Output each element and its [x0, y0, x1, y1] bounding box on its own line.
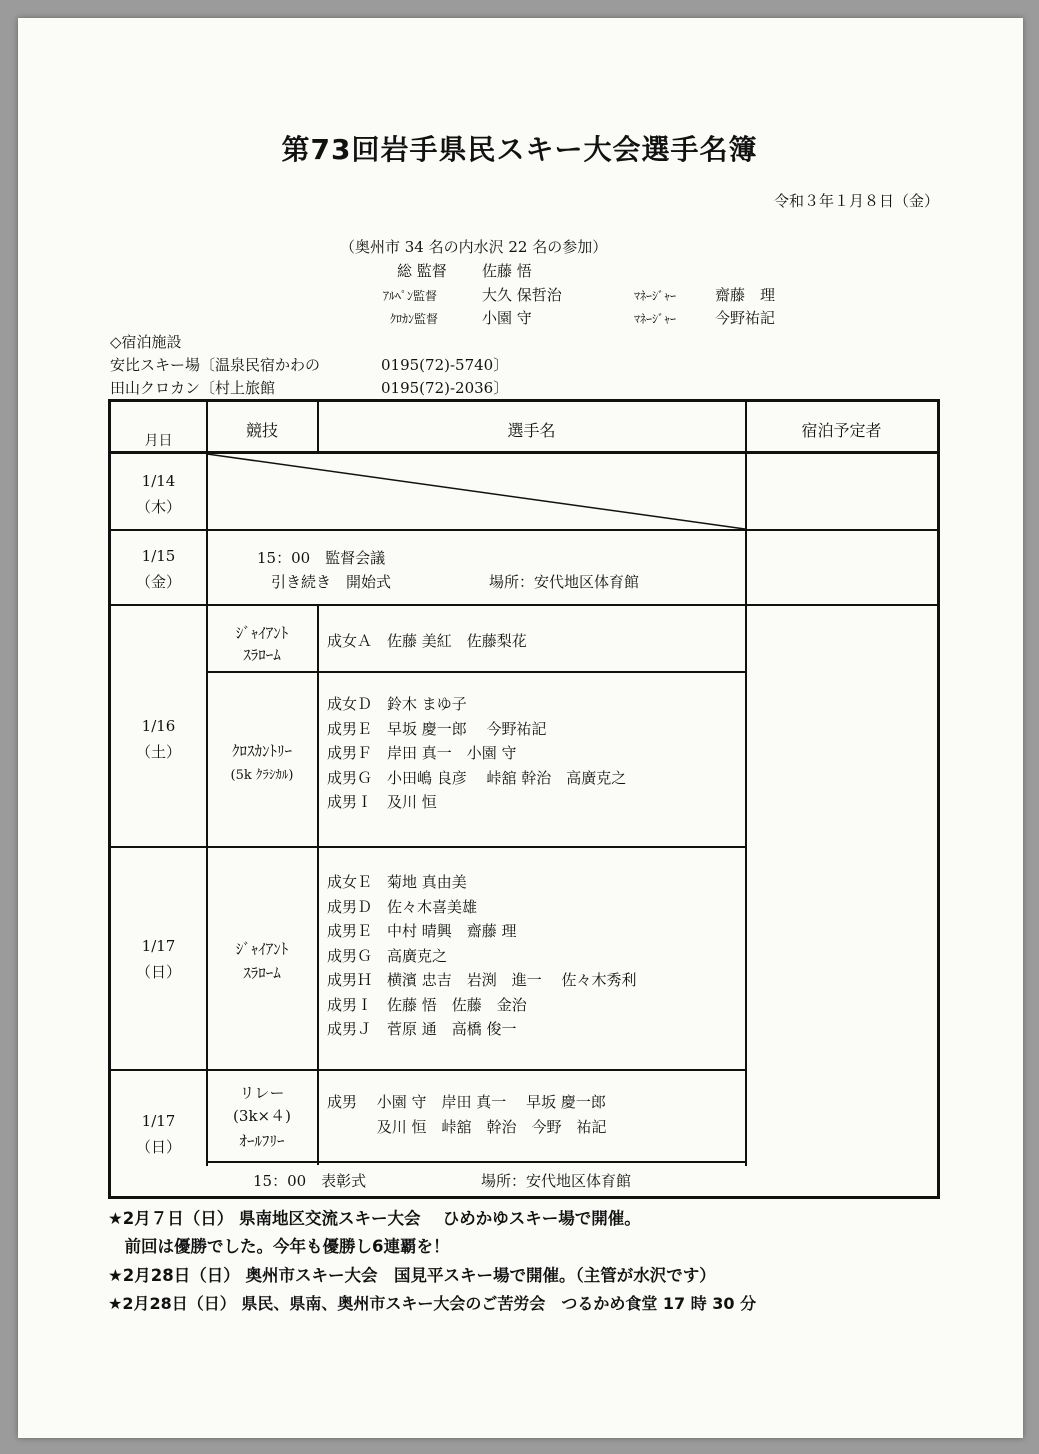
event-cross-country-b: (5k ｸﾗｼｶﾙ)	[230, 768, 294, 783]
event-giant-slalom-a: ｼﾞｬｲｱﾝﾄ	[235, 940, 289, 958]
player-list	[327, 1090, 607, 1139]
player-line: 成男Ｇ 小田嶋 良彦 峠舘 幹治 高廣克之	[327, 768, 627, 787]
document-title: 第73回岩手県民スキー大会選手名簿	[281, 133, 758, 166]
player-line: 成男Ｄ 佐々木喜美雄	[327, 897, 478, 916]
issue-date: 令和３年１月８日（金）	[773, 192, 939, 210]
lodging-heading: ◇宿泊施設	[110, 333, 182, 351]
diagonal-strike	[207, 454, 745, 530]
general-manager-label: 総 監督	[397, 262, 447, 280]
grid-line	[206, 1161, 746, 1163]
alpine-manager-label: ｱﾙﾍﾟﾝ監督	[383, 289, 438, 303]
row-day: （木）	[135, 498, 181, 516]
grid-line	[317, 605, 319, 1165]
row-date: 1/17	[141, 1112, 176, 1130]
meeting-line: 15：00 監督会議	[257, 549, 386, 567]
manager2-name: 今野祐記	[715, 309, 776, 327]
manager2-label: ﾏﾈｰｼﾞｬｰ	[634, 312, 677, 326]
grid-line	[206, 671, 746, 673]
grid-line	[745, 402, 747, 1166]
lodging-phone: 0195(72)-2036〕	[381, 379, 509, 397]
player-line: 成女Ｄ 鈴木 まゆ子	[327, 695, 467, 713]
alpine-manager-name: 大久 保哲治	[482, 286, 562, 304]
note-line: ★2月28日（日） 奥州市スキー大会 国見平スキー場で開催。（主管が水沢です）	[108, 1266, 716, 1285]
lodging-place: 田山クロカン〔村上旅館	[110, 379, 276, 397]
note-line: ★2月７日（日） 県南地区交流スキー大会 ひめかゆスキー場で開催。	[108, 1209, 641, 1228]
player-line: 及川 恒 峠舘 幹治 今野 祐記	[327, 1117, 607, 1136]
event-relay-c: ｵｰﾙﾌﾘｰ	[239, 1132, 285, 1150]
roster-table	[108, 399, 940, 1199]
cross-manager-label: ｸﾛｶﾝ監督	[390, 312, 439, 326]
note-line: ★2月28日（日） 県民、県南、奥州市スキー大会のご苦労会 つるかめ食堂 17 時 30 分	[108, 1294, 757, 1313]
header-stay: 宿泊予定者	[801, 421, 882, 440]
grid-line	[111, 1069, 746, 1071]
ceremony-line: 引き続き 開始式	[271, 573, 392, 591]
event-relay-b: (3k×４)	[233, 1107, 291, 1125]
lodging-place: 安比スキー場〔温泉民宿かわの	[110, 356, 321, 374]
grid-line	[111, 604, 937, 606]
cross-manager-name: 小園 守	[482, 309, 532, 327]
award-venue: 場所：安代地区体育館	[481, 1172, 632, 1190]
row-date: 1/14	[141, 472, 176, 490]
player-line: 成女Ｅ 菊地 真由美	[327, 873, 467, 891]
player-line: 成男Ｇ 高廣克之	[327, 946, 448, 965]
row-day: （金）	[135, 573, 181, 591]
row-day: （日）	[135, 963, 181, 981]
general-manager-name: 佐藤 悟	[482, 262, 532, 280]
player-line: 成男Ｅ 中村 晴興 齋藤 理	[327, 922, 517, 940]
participation-note: （奥州市 34 名の内水沢 22 名の参加）	[340, 238, 608, 256]
manager1-name: 齋藤 理	[715, 286, 776, 304]
header-date: 月日	[144, 433, 173, 449]
venue-line: 場所：安代地区体育館	[489, 573, 640, 591]
player-list	[327, 692, 626, 815]
row-date: 1/15	[141, 547, 176, 565]
award-ceremony: 15：00 表彰式	[253, 1172, 367, 1190]
manager1-label: ﾏﾈｰｼﾞｬｰ	[634, 289, 677, 303]
row-day: （日）	[135, 1138, 181, 1156]
event-giant-slalom-a: ｼﾞｬｲｱﾝﾄ	[235, 624, 289, 642]
player-line: 成男 小園 守 岸田 真一 早坂 慶一郎	[327, 1093, 606, 1111]
player-line: 成男Ｊ 菅原 通 高橋 俊一	[327, 1020, 517, 1038]
player-line: 成男Ｉ 及川 恒	[327, 793, 437, 811]
player-line: 成男Ｅ 早坂 慶一郎 今野祐記	[327, 719, 547, 738]
grid-line	[111, 846, 746, 848]
player-line: 成男Ｈ 横濱 忠吉 岩渕 進一 佐々木秀利	[327, 971, 637, 989]
row-date: 1/17	[141, 937, 176, 955]
player-line: 成男Ｆ 岸田 真一 小園 守	[327, 744, 517, 762]
row-date: 1/16	[141, 717, 176, 735]
header-event: 競技	[245, 421, 278, 440]
row-day: （土）	[135, 743, 181, 761]
event-giant-slalom-b: ｽﾗﾛｰﾑ	[243, 646, 281, 664]
note-line: 前回は優勝でした。今年も優勝し6連覇を！	[108, 1237, 450, 1256]
player-line: 成女Ａ 佐藤 美紅 佐藤梨花	[327, 632, 527, 650]
player-line: 成男Ｉ 佐藤 悟 佐藤 金治	[327, 995, 527, 1014]
lodging-phone: 0195(72)-5740〕	[381, 356, 509, 374]
event-cross-country-a: ｸﾛｽｶﾝﾄﾘｰ	[231, 742, 292, 760]
event-relay-a: リレー	[239, 1084, 285, 1102]
header-players: 選手名	[507, 421, 556, 440]
player-list	[327, 870, 637, 1042]
event-giant-slalom-b: ｽﾗﾛｰﾑ	[243, 964, 281, 982]
